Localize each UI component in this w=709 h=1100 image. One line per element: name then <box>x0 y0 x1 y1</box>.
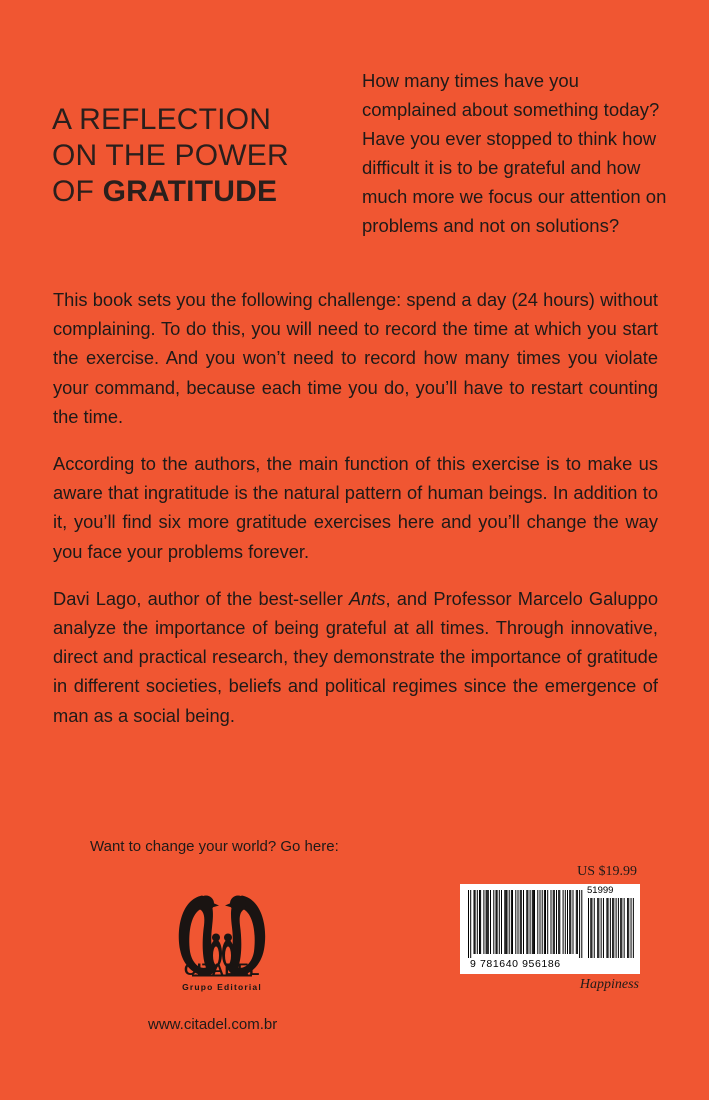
headline-line-2: ON THE POWER <box>52 139 289 172</box>
paragraph-1: This book sets you the following challenge: spend a day (24 hours) without complaining. To do this, you will need to record the time at which you start the exercise. And you won’t need to record how many times you violate your command, because each time you do, you’ll have to restart counting the time. <box>53 289 658 427</box>
paragraph-3 <box>53 584 658 730</box>
publisher-name: CITADEL <box>184 960 260 979</box>
book-title-ants: Ants <box>348 587 386 609</box>
isbn-barcode <box>460 884 640 974</box>
call-to-action: Want to change your world? Go here: <box>90 838 339 855</box>
headline-gratitude: GRATITUDE <box>102 175 278 208</box>
headline <box>52 102 322 210</box>
penguin-logo-icon <box>172 870 272 1000</box>
website-url: www.citadel.com.br <box>148 1016 278 1033</box>
headline-line-1: A REFLECTION <box>52 103 272 136</box>
intro-text: How many times have you complained about something today? Have you ever stopped to think how difficult it is to be grateful and how much more we focus our attention on problems and not on solutions? <box>362 70 667 236</box>
barcode-addon-number: 51999 <box>587 885 614 896</box>
publisher-subtitle: Grupo Editorial <box>182 982 262 992</box>
book-category: Happiness <box>579 977 639 992</box>
isbn-number: 9 781640 956186 <box>470 958 561 970</box>
headline-line-3 <box>52 174 322 210</box>
headline-line-3-prefix: OF <box>52 175 103 208</box>
body-text <box>53 285 658 748</box>
paragraph-3-end: , and Professor Marcelo Galuppo analyze the importance of being grateful at all times. Through innovative, direct and practical research, they demonstrate the importance of gratitude in different societies, beliefs and political regimes since the emergence of man as a social being. <box>53 587 659 726</box>
paragraph-2: According to the authors, the main function of this exercise is to make us aware that ingratitude is the natural pattern of human beings. In addition to it, you’ll find six more gratitude exercises here and you’ll change the way you face your problems forever. <box>53 453 658 562</box>
paragraph-3-start: Davi Lago, author of the best-seller <box>53 587 349 609</box>
price: US $19.99 <box>577 864 637 879</box>
